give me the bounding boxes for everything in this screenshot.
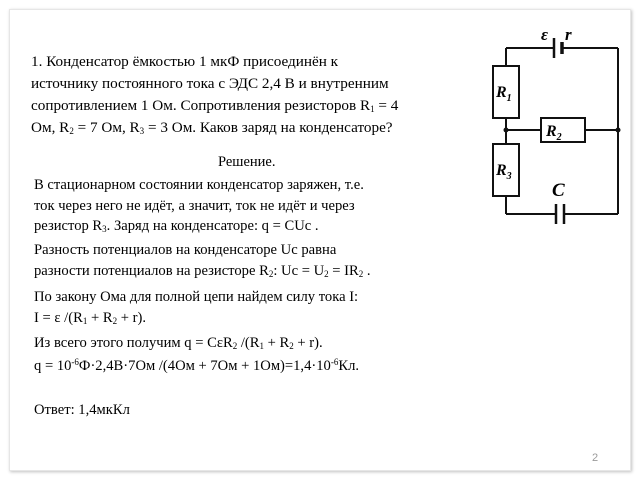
problem-line: сопротивлением 1 Ом. Сопротивления резисторов $R_1 = 4$ (31, 97, 399, 114)
r1-label: $R_1$ (496, 84, 512, 104)
solution-paragraph-1: В стационарном состоянии конденсатор заряжен, т.е. ток через него не идёт, а значит, ток не идёт и через резистор $R_3$. Заряд на конденсаторе: q = CUc . (34, 177, 364, 234)
solution-heading: Решение. (218, 154, 276, 170)
problem-line: источнику постоянного тока с ЭДС 2,4 В и внутренним (31, 75, 389, 92)
internal-resistance-label: r (565, 25, 572, 44)
junction-dot (504, 128, 509, 133)
solution-paragraph-4: Из всего этого получим q = CεR$_2$ $/(R_1 + R_2 + r)$. (34, 335, 323, 351)
problem-line: Ом, $R_2 = 7$ Ом, $R_3 = 3$ Ом. Каков заряд на конденсаторе? (31, 119, 393, 136)
emf-label: ε (541, 25, 548, 44)
answer: Ответ: 1,4мкКл (34, 402, 130, 418)
problem-line: 1. Конденсатор ёмкостью 1 мкФ присоединён к (31, 53, 339, 70)
capacitor-label: C (552, 180, 565, 201)
solution-paragraph-3: По закону Ома для полной цепи найдем силу тока I: I = ε $/(R_1 + R_2 + r)$. (34, 289, 359, 326)
r2-label: $R_2$ (546, 123, 562, 143)
junction-dot (616, 128, 621, 133)
r3-label: $R_3$ (496, 162, 512, 182)
solution-paragraph-2: Разность потенциалов на конденсаторе Uc равна разности потенциалов на резисторе $R_2$: $Uc = U_2 = IR_2$ . (34, 242, 371, 279)
solution-paragraph-5: $q = 10^{-6}Ф\cdot 2,4В\cdot 7Ом$ $/(4Ом + 7Ом + 1Ом)=1,4\cdot 10^{-6}Кл$. (34, 357, 360, 374)
page-number: 2 (592, 452, 599, 464)
